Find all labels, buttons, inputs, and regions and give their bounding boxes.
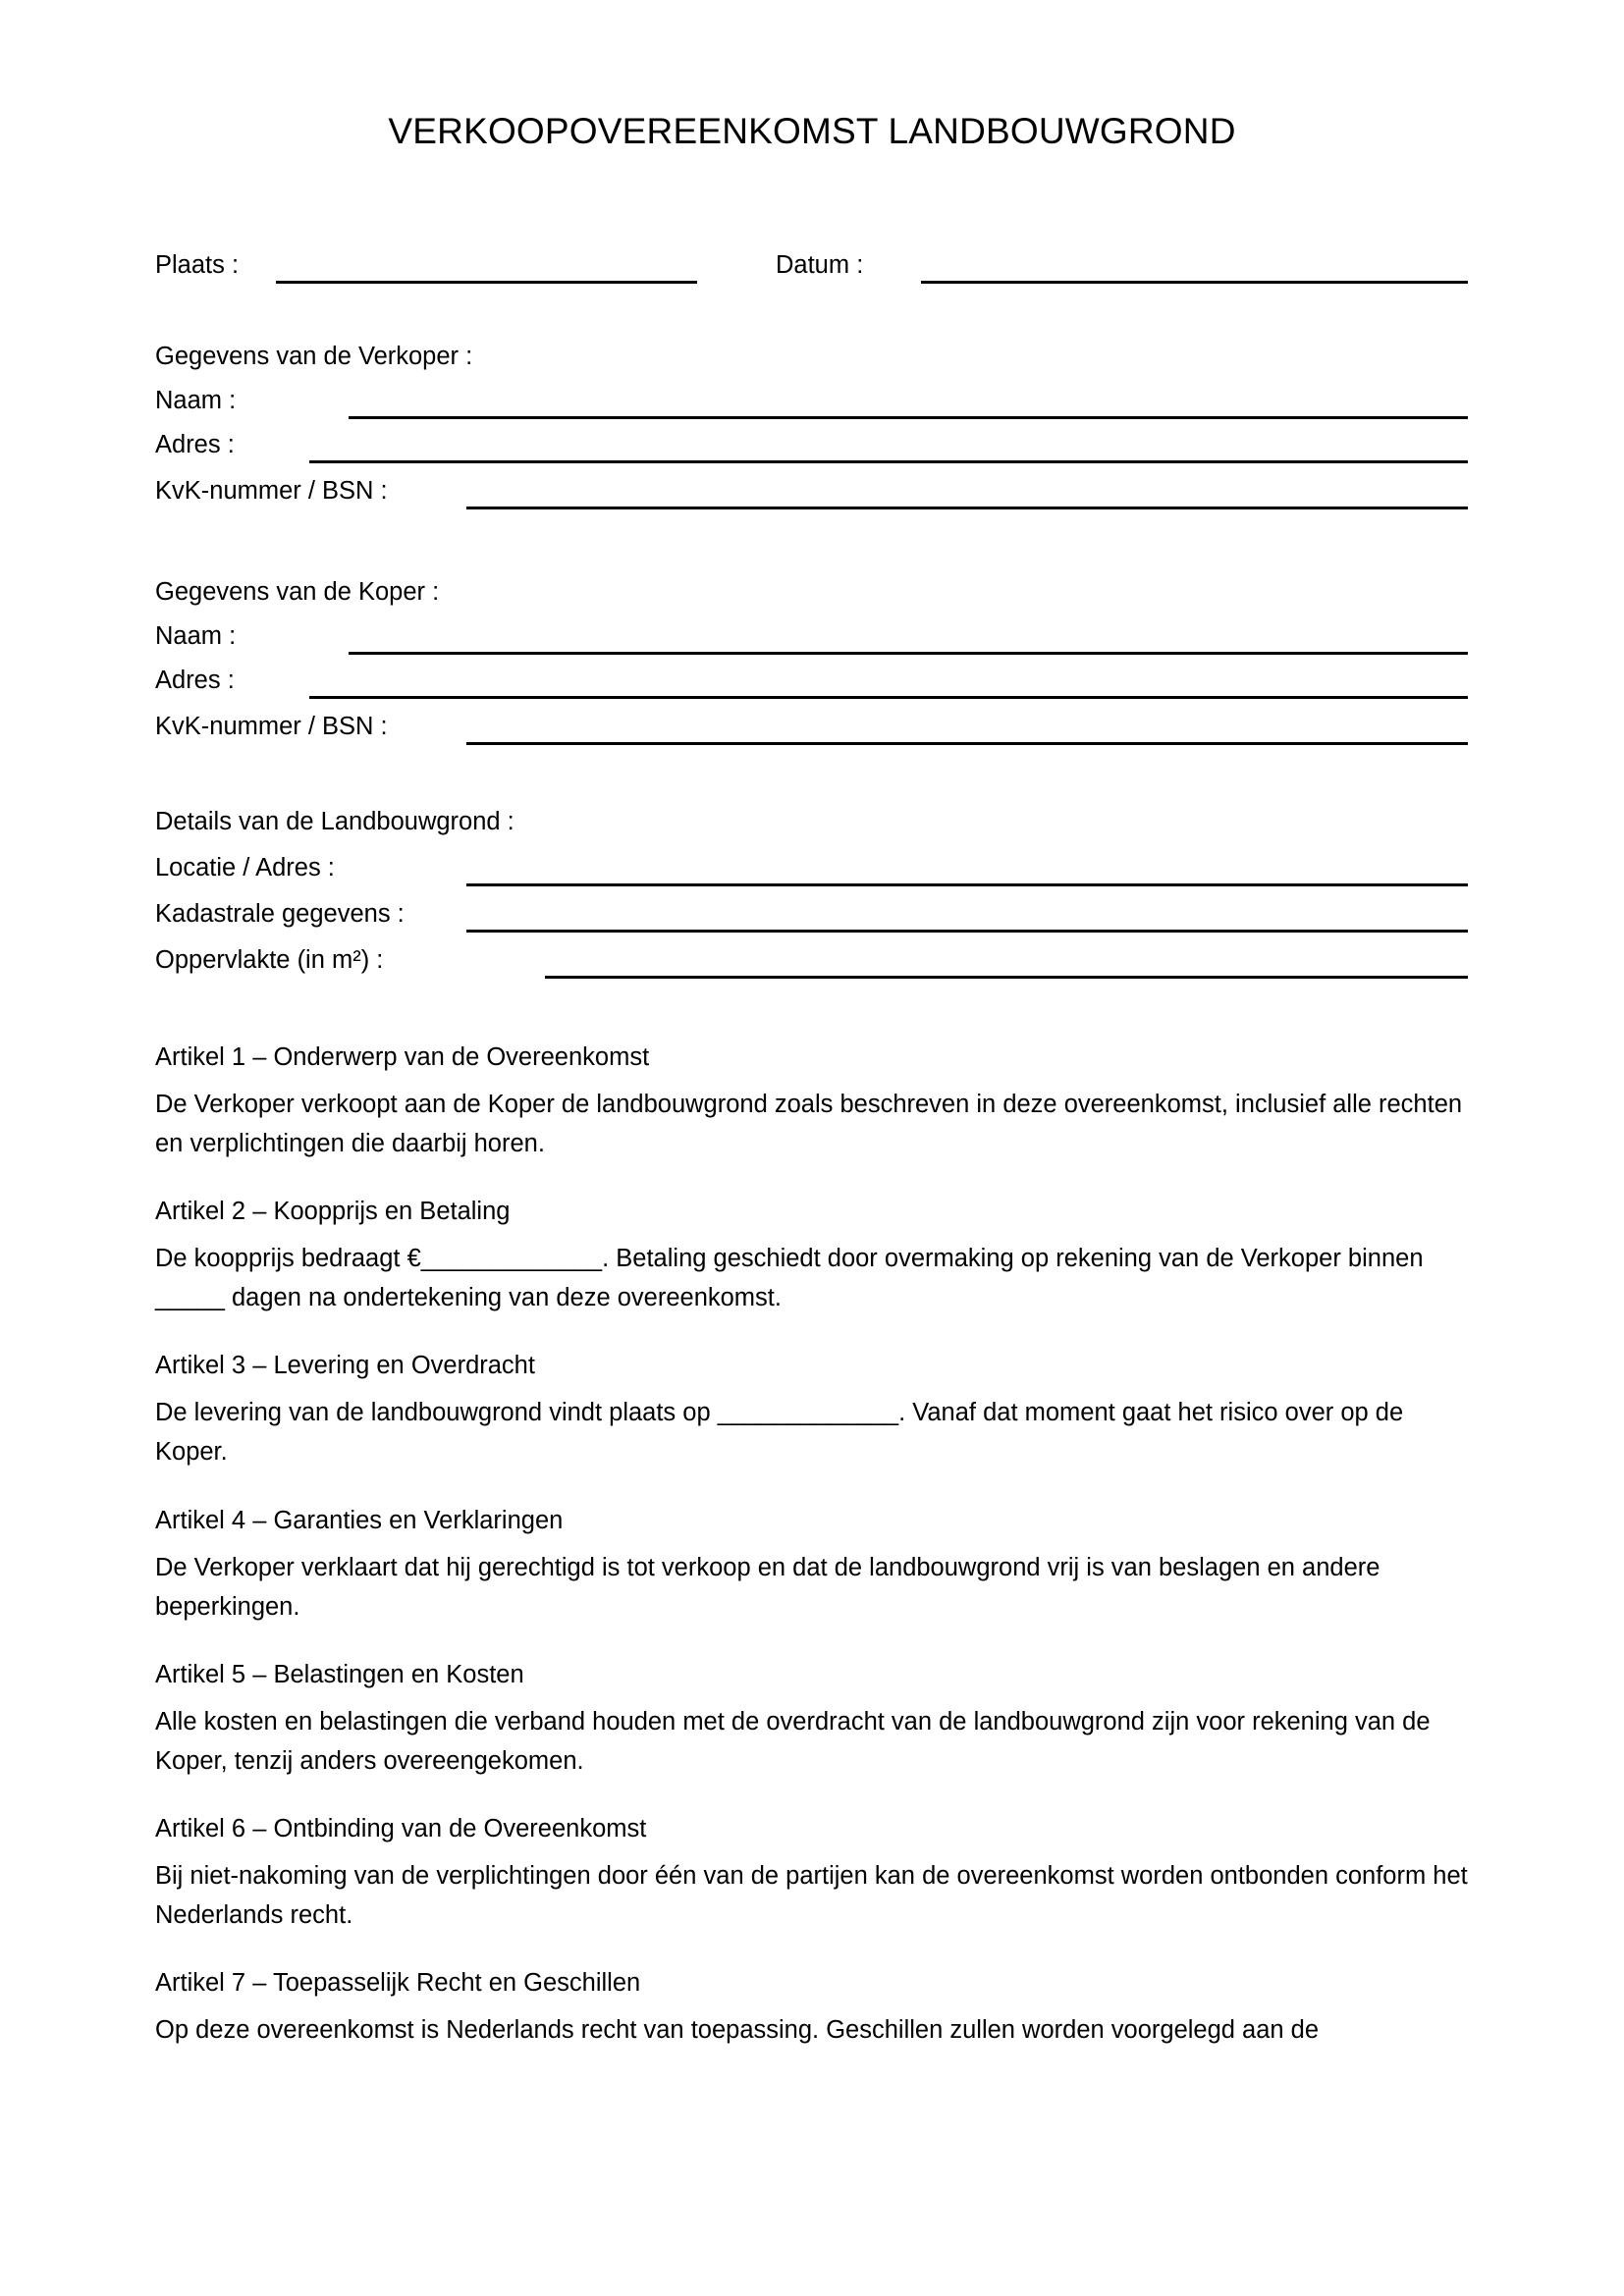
land-section-heading: Details van de Landbouwgrond : bbox=[155, 808, 514, 835]
article-5-body: Alle kosten en belastingen die verband houden met de overdracht van de landbouwgrond zijn voor rekening van de Koper, tenzij anders overeengekomen. bbox=[155, 1708, 1431, 1776]
article-7-heading: Artikel 7 – Toepasselijk Recht en Geschillen bbox=[155, 1969, 641, 1997]
seller-kvk-input-line[interactable] bbox=[466, 507, 1468, 509]
land-locatie-label: Locatie / Adres : bbox=[155, 854, 335, 881]
article-1-heading: Artikel 1 – Onderwerp van de Overeenkomst bbox=[155, 1043, 650, 1071]
article-3-body: De levering van de landbouwgrond vindt plaats op _____________. Vanaf dat moment gaat het risico over op de Koper. bbox=[155, 1399, 1404, 1467]
article-4-body: De Verkoper verklaart dat hij gerechtigd is tot verkoop en dat de landbouwgrond vrij is van beslagen en andere beperkingen. bbox=[155, 1554, 1380, 1622]
buyer-adres-input-line[interactable] bbox=[309, 696, 1468, 699]
datum-label: Datum : bbox=[776, 251, 864, 279]
article-7-body: Op deze overeenkomst is Nederlands recht van toepassing. Geschillen zullen worden voorgelegd aan de bbox=[155, 2016, 1320, 2044]
land-oppervlakte-input-line[interactable] bbox=[545, 976, 1468, 979]
land-kadastrale-label: Kadastrale gegevens : bbox=[155, 900, 405, 928]
article-5-heading: Artikel 5 – Belastingen en Kosten bbox=[155, 1661, 524, 1688]
seller-naam-label: Naam : bbox=[155, 387, 237, 414]
seller-adres-label: Adres : bbox=[155, 431, 235, 458]
buyer-kvk-input-line[interactable] bbox=[466, 742, 1468, 745]
article-3-heading: Artikel 3 – Levering en Overdracht bbox=[155, 1352, 535, 1379]
article-1-body: De Verkoper verkoopt aan de Koper de landbouwgrond zoals beschreven in deze overeenkomst, inclusief alle rechten en verplichtingen die daarbij horen. bbox=[155, 1091, 1463, 1158]
seller-section-heading: Gegevens van de Verkoper : bbox=[155, 343, 473, 370]
land-oppervlakte-label: Oppervlakte (in m²) : bbox=[155, 946, 384, 974]
article-2-heading: Artikel 2 – Koopprijs en Betaling bbox=[155, 1198, 511, 1225]
buyer-adres-label: Adres : bbox=[155, 667, 235, 694]
buyer-kvk-label: KvK-nummer / BSN : bbox=[155, 713, 388, 740]
article-6-body: Bij niet-nakoming van de verplichtingen door één van de partijen kan de overeenkomst worden ontbonden conform het Nederlands recht. bbox=[155, 1862, 1468, 1930]
buyer-naam-label: Naam : bbox=[155, 622, 237, 650]
datum-input-line[interactable] bbox=[921, 281, 1468, 284]
page-title: VERKOOPOVEREENKOMST LANDBOUWGROND bbox=[388, 111, 1236, 151]
article-2-body: De koopprijs bedraagt €_____________. Betaling geschiedt door overmaking op rekening van de Verkoper binnen _____ dagen na ondertekening van deze overeenkomst. bbox=[155, 1245, 1424, 1312]
buyer-naam-input-line[interactable] bbox=[349, 652, 1468, 655]
land-kadastrale-input-line[interactable] bbox=[466, 930, 1468, 933]
seller-adres-input-line[interactable] bbox=[309, 460, 1468, 463]
plaats-label: Plaats : bbox=[155, 251, 240, 279]
seller-kvk-label: KvK-nummer / BSN : bbox=[155, 477, 388, 505]
land-locatie-input-line[interactable] bbox=[466, 883, 1468, 886]
plaats-input-line[interactable] bbox=[276, 281, 697, 284]
article-6-heading: Artikel 6 – Ontbinding van de Overeenkomst bbox=[155, 1815, 647, 1842]
article-4-heading: Artikel 4 – Garanties en Verklaringen bbox=[155, 1507, 564, 1534]
buyer-section-heading: Gegevens van de Koper : bbox=[155, 578, 440, 606]
seller-naam-input-line[interactable] bbox=[349, 416, 1468, 419]
